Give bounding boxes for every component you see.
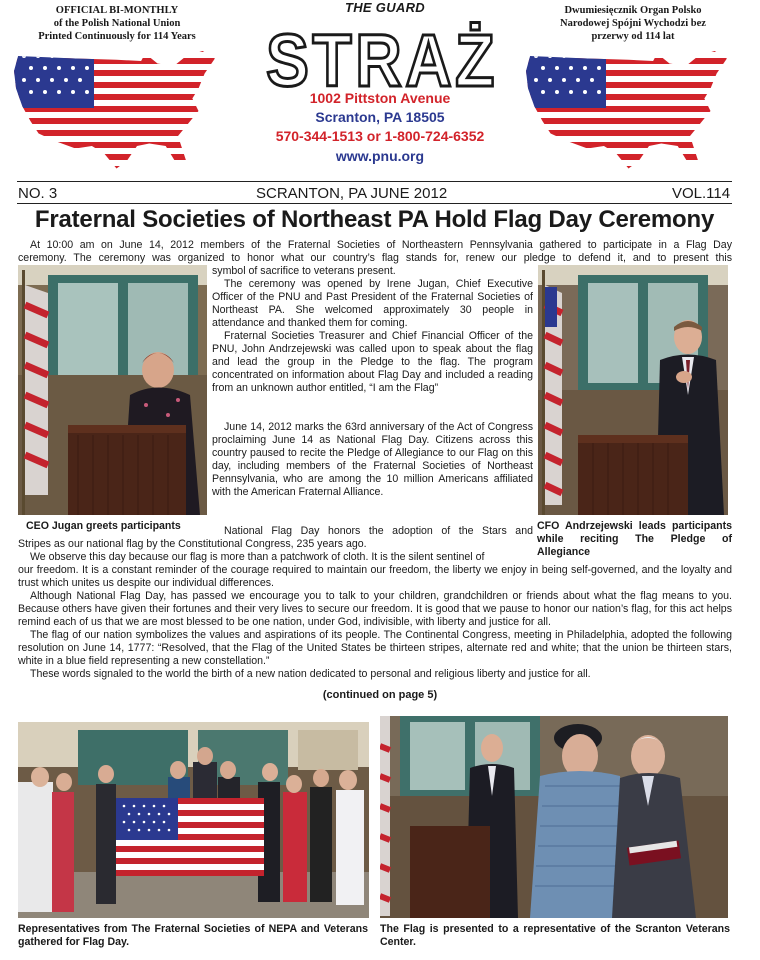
issue-place-date: SCRANTON, PA JUNE 2012	[256, 185, 448, 202]
us-flag-map-left	[14, 46, 219, 171]
photo-group-flag	[18, 722, 369, 918]
city-line: Scranton, PA 18505	[315, 109, 445, 125]
article-line: ceremony. The ceremony was organized to honor what our country’s flag stands for, renew our pledge to defend it, and to present this	[18, 252, 732, 264]
article-line: We observe this day because our flag is more than a patchwork of cloth. It is the silent sentinel of	[30, 551, 485, 563]
caption-group-flag: Representatives from The Fraternal Societies of NEPA and Veterans gathered for Flag Day.	[18, 923, 368, 948]
straz-logo	[262, 14, 502, 92]
article-line: At 10:00 am on June 14, 2012 members of the Fraternal Societies of Northeastern Pennsylvania gathered to participate in a Flag Day	[30, 239, 732, 251]
right-note-line: Narodowej Spójni Wychodzi bez	[560, 18, 706, 29]
masthead-rule-bottom	[17, 203, 732, 204]
right-note-line: Dwumiesięcznik Organ Polsko	[564, 5, 702, 16]
guard-subtitle: THE GUARD	[345, 0, 425, 15]
article-paragraph: our freedom. It is a constant reminder of the courage required to maintain our freedom, the liberty we enjoy in being self-governed, and the loyalty and trust which unites us despite our individual differences.	[18, 564, 732, 589]
masthead-rule-top	[17, 181, 732, 182]
photo-flag-presentation	[380, 716, 728, 918]
caption-flag-presentation: The Flag is presented to a representative of the Scranton Veterans Center.	[380, 923, 730, 948]
article-paragraph: The ceremony was opened by Irene Jugan, Chief Executive Officer of the PNU and Past President of the Fraternal Societies of Northeast PA. She welcomed approximately 30 people in attendance and thanked them for coming.	[212, 278, 533, 329]
issue-volume: VOL.114	[672, 185, 731, 202]
article-line: Stripes as our national flag by the Constitutional Congress, 235 years ago.	[18, 538, 367, 550]
masthead-left-note	[12, 4, 222, 43]
article-headline: Fraternal Societies of Northeast PA Hold Flag Day Ceremony	[34, 206, 715, 233]
left-note-line: of the Polish National Union	[53, 18, 181, 29]
right-note-line: przerwy od 114 lat	[591, 31, 675, 42]
website-link[interactable]: www.pnu.org	[335, 148, 425, 164]
article-paragraph: These words signaled to the world the birth of a new nation dedicated to personal and religious liberty and justice for all.	[30, 668, 591, 680]
left-note-line: OFFICIAL BI-MONTHLY	[55, 5, 179, 16]
svg-text:STRAŻ: STRAŻ	[266, 19, 498, 92]
article-paragraph: June 14, 2012 marks the 63rd anniversary of the Act of Congress proclaiming June 14 as National Flag Day. Citizens across this country paused to recite the Pledge of Allegiance to our Flag on this day, including members of the Fraternal Societies of Northeast Pennsylvania, who are among the 10 million Americans affiliated with the American Fraternal Alliance.	[212, 421, 533, 498]
article-line: symbol of sacrifice to veterans present.	[212, 265, 396, 277]
photo-cfo-andrzejewski	[538, 265, 728, 515]
issue-number: NO. 3	[18, 185, 58, 202]
address-line: 1002 Pittston Avenue	[309, 90, 451, 106]
continued-note: (continued on page 5)	[322, 689, 438, 701]
photo-ceo-jugan	[18, 265, 207, 515]
article-paragraph: The flag of our nation symbolizes the values and aspirations of its people. The Continental Congress, meeting in Philadelphia, adopted the following resolution on June 14, 1777: “Resolved, that the Flag of the United States be thirteen stripes, alternate red and white; that the union be thirteen stars, white in a blue field representing a new constellation.”	[18, 629, 732, 667]
article-line: National Flag Day honors the adoption of the Stars and	[224, 525, 533, 537]
caption-ceo-jugan: CEO Jugan greets participants	[26, 520, 181, 532]
phone-line: 570-344-1513 or 1-800-724-6352	[275, 128, 485, 144]
masthead-right-note	[528, 4, 738, 43]
left-note-line: Printed Continuously for 114 Years	[38, 31, 196, 42]
caption-cfo-andrzejewski: CFO Andrzejewski leads participants while reciting The Pledge of Allegiance	[537, 520, 732, 558]
article-paragraph: Although National Flag Day, has passed we encourage you to talk to your children, grandchildren or friends about what the flag means to you. Because others have given their fortunes and their very lives to secure our freedom. It is good that we pause to honor our nation’s flag, for this act helps remind each of us that we are most blessed to be one nation, under God, indivisible, with liberty and justice for all.	[18, 590, 732, 628]
us-flag-map-right	[526, 46, 731, 171]
article-paragraph: Fraternal Societies Treasurer and Chief Financial Officer of the PNU, John Andrzejewski was called upon to speak about the flag and lead the group in the Pledge to the flag. The program concentrated on information about Flag Day and included a reading from an unknown author entitled, “I am the Flag”	[212, 330, 533, 394]
